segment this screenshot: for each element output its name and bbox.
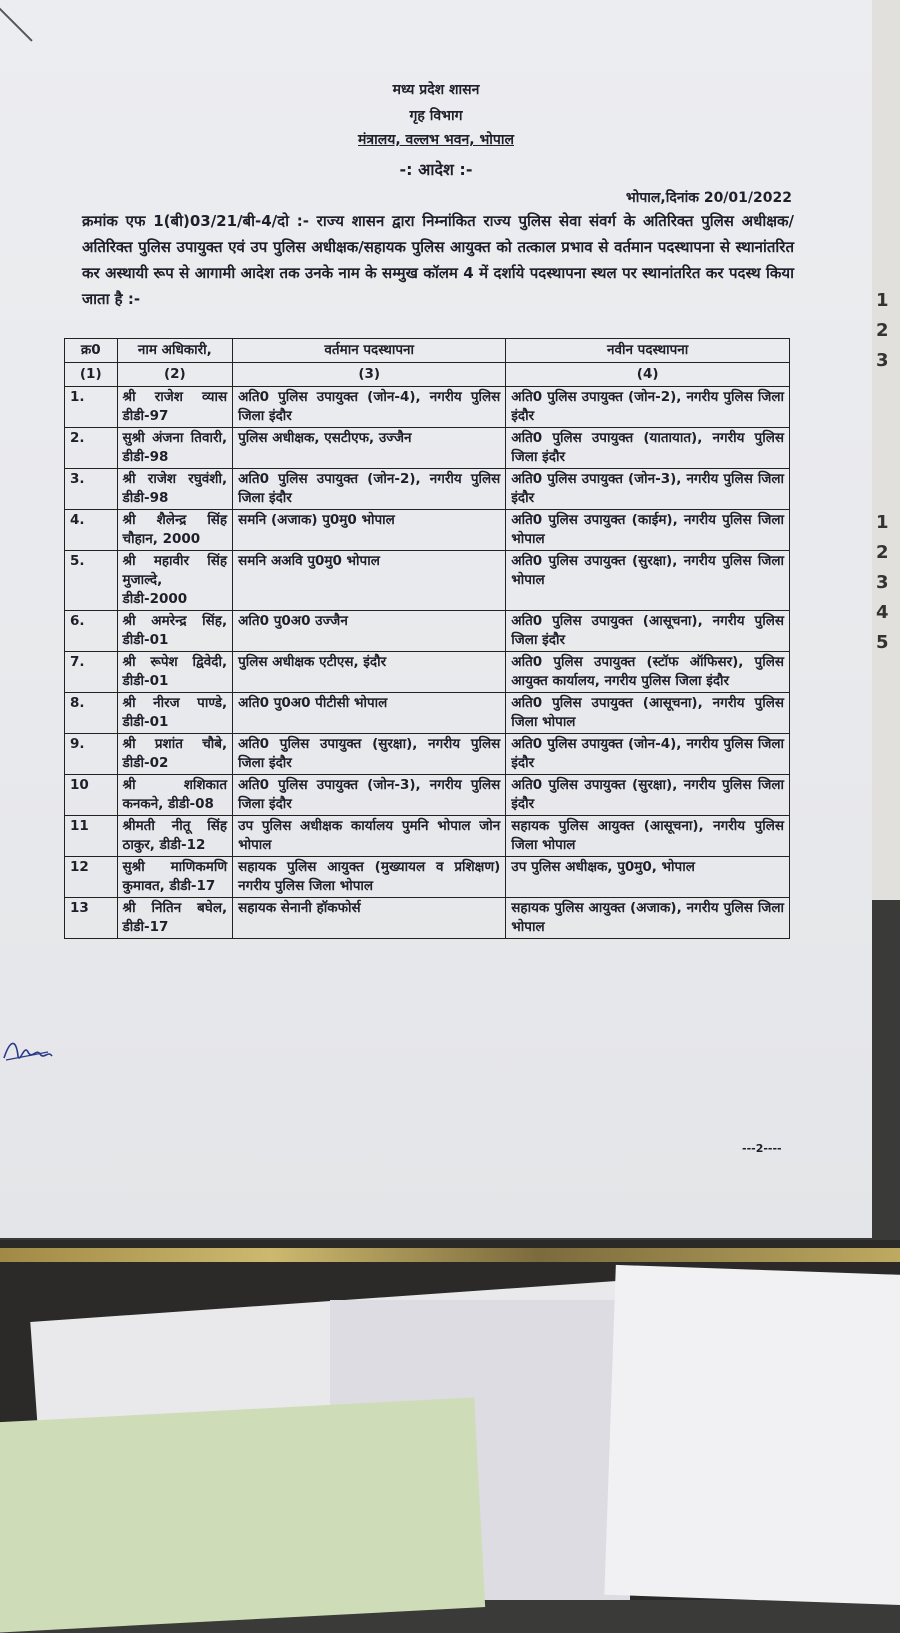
handwritten-signature bbox=[2, 1030, 62, 1074]
order-date: भोपाल,दिनांक 20/01/2022 bbox=[625, 190, 792, 206]
new-posting-cell: अति0 पुलिस उपायुक्त (सुरक्षा), नगरीय पुलिस जिला भोपाल bbox=[506, 551, 790, 611]
department-title: गृह विभाग bbox=[409, 108, 463, 124]
officer-name-cell: श्री प्रशांत चौबे, डीडी-02 bbox=[117, 734, 233, 775]
new-posting-cell: अति0 पुलिस उपायुक्त (काईम), नगरीय पुलिस जिला भोपाल bbox=[506, 510, 790, 551]
current-posting-cell: अति0 पुलिस उपायुक्त (जोन-2), नगरीय पुलिस जिला इंदौर bbox=[233, 469, 506, 510]
serial-cell: 11 bbox=[65, 816, 118, 857]
new-posting-cell: अति0 पुलिस उपायुक्त (यातायात), नगरीय पुलिस जिला इंदौर bbox=[506, 428, 790, 469]
edge-digit: 3 bbox=[876, 350, 889, 371]
table-row bbox=[65, 387, 790, 428]
serial-cell: 10 bbox=[65, 775, 118, 816]
officer-name-cell: श्री शशिकात कनकने, डीडी-08 bbox=[117, 775, 233, 816]
serial-cell: 6. bbox=[65, 611, 118, 652]
officer-name-cell: श्री राजेश व्यास डीडी-97 bbox=[117, 387, 233, 428]
edge-digit: 2 bbox=[876, 320, 889, 341]
table-row bbox=[65, 734, 790, 775]
green-sheet bbox=[0, 1397, 485, 1632]
table-body bbox=[65, 387, 790, 939]
new-posting-cell: उप पुलिस अधीक्षक, पु0मु0, भोपाल bbox=[506, 857, 790, 898]
officer-name-cell: श्री राजेश रघुवंशी, डीडी-98 bbox=[117, 469, 233, 510]
current-posting-cell: अति0 पुलिस उपायुक्त (सुरक्षा), नगरीय पुलिस जिला इंदौर bbox=[233, 734, 506, 775]
serial-cell: 12 bbox=[65, 857, 118, 898]
col-number: (3) bbox=[233, 363, 506, 387]
col-number: (1) bbox=[65, 363, 118, 387]
serial-cell: 8. bbox=[65, 693, 118, 734]
edge-digit: 3 bbox=[876, 572, 889, 593]
col-number: (2) bbox=[117, 363, 233, 387]
edge-digit: 4 bbox=[876, 602, 889, 623]
table-header-row bbox=[65, 339, 790, 363]
new-posting-cell: अति0 पुलिस उपायुक्त (आसूचना), नगरीय पुलिस जिला भोपाल bbox=[506, 693, 790, 734]
officer-name-cell: श्री महावीर सिंह मुजाल्दे, डीडी-2000 bbox=[117, 551, 233, 611]
serial-cell: 9. bbox=[65, 734, 118, 775]
officer-name-cell: श्री नीरज पाण्डे, डीडी-01 bbox=[117, 693, 233, 734]
col-number: (4) bbox=[506, 363, 790, 387]
table-row bbox=[65, 551, 790, 611]
officer-name-cell: श्री रूपेश द्विवेदी, डीडी-01 bbox=[117, 652, 233, 693]
new-posting-cell: अति0 पुलिस उपायुक्त (जोन-2), नगरीय पुलिस जिला इंदौर bbox=[506, 387, 790, 428]
new-posting-cell: सहायक पुलिस आयुक्त (आसूचना), नगरीय पुलिस जिला भोपाल bbox=[506, 816, 790, 857]
new-posting-cell: अति0 पुलिस उपायुक्त (स्टॉफ ऑफिसर), पुलिस आयुक्त कार्यालय, नगरीय पुलिस जिला इंदौर bbox=[506, 652, 790, 693]
current-posting-cell: सहायक सेनानी हॉकफोर्स bbox=[233, 898, 506, 939]
table-row bbox=[65, 469, 790, 510]
current-posting-cell: अति0 पुलिस उपायुक्त (जोन-3), नगरीय पुलिस जिला इंदौर bbox=[233, 775, 506, 816]
officer-name-cell: श्रीमती नीतू सिंह ठाकुर, डीडी-12 bbox=[117, 816, 233, 857]
current-posting-cell: सहायक पुलिस आयुक्त (मुख्यायल व प्रशिक्षण) नगरीय पुलिस जिला भोपाल bbox=[233, 857, 506, 898]
new-posting-cell: अति0 पुलिस उपायुक्त (सुरक्षा), नगरीय पुलिस जिला इंदौर bbox=[506, 775, 790, 816]
current-posting-cell: अति0 पु0अ0 उज्जैन bbox=[233, 611, 506, 652]
current-posting-cell: अति0 पु0अ0 पीटीसी भोपाल bbox=[233, 693, 506, 734]
edge-digit: 1 bbox=[876, 512, 889, 533]
order-intro-paragraph: क्रमांक एफ 1(बी)03/21/बी-4/दो :- राज्य शासन द्वारा निम्नांकित राज्य पुलिस सेवा संवर्ग के अतिरिक्त पुलिस अधीक्षक/अतिरिक्त पुलिस उपायुक्त एवं उप पुलिस अधीक्षक/सहायक पुलिस आयुक्त को तत्काल प्रभाव से वर्तमान पदस्थापना से स्थानांतरित कर अस्थायी रूप से आगामी आदेश तक उनके नाम के सम्मुख कॉलम 4 में दर्शाये पदस्थापना स्थल पर स्थानांतरित कर पदस्थ किया जाता है :- bbox=[82, 212, 794, 308]
officer-name-cell: श्री शैलेन्द्र सिंह चौहान, 2000 bbox=[117, 510, 233, 551]
serial-cell: 13 bbox=[65, 898, 118, 939]
col-header-name: नाम अधिकारी, bbox=[117, 339, 233, 363]
new-posting-cell: अति0 पुलिस उपायुक्त (आसूचना), नगरीय पुलिस जिला इंदौर bbox=[506, 611, 790, 652]
table-row bbox=[65, 693, 790, 734]
table-row bbox=[65, 611, 790, 652]
current-posting-cell: पुलिस अधीक्षक, एसटीएफ, उज्जैन bbox=[233, 428, 506, 469]
table-row bbox=[65, 857, 790, 898]
edge-digit: 2 bbox=[876, 542, 889, 563]
serial-cell: 5. bbox=[65, 551, 118, 611]
col-header-new-posting: नवीन पदस्थापना bbox=[506, 339, 790, 363]
current-posting-cell: अति0 पुलिस उपायुक्त (जोन-4), नगरीय पुलिस जिला इंदौर bbox=[233, 387, 506, 428]
officer-name-cell: सुश्री अंजना तिवारी, डीडी-98 bbox=[117, 428, 233, 469]
serial-cell: 7. bbox=[65, 652, 118, 693]
table-row bbox=[65, 816, 790, 857]
table-row bbox=[65, 428, 790, 469]
table-row bbox=[65, 510, 790, 551]
background-paper bbox=[604, 1265, 900, 1605]
new-posting-cell: अति0 पुलिस उपायुक्त (जोन-4), नगरीय पुलिस जिला इंदौर bbox=[506, 734, 790, 775]
serial-cell: 4. bbox=[65, 510, 118, 551]
current-posting-cell: पुलिस अधीक्षक एटीएस, इंदौर bbox=[233, 652, 506, 693]
col-header-serial: क्र0 bbox=[65, 339, 118, 363]
officer-name-cell: श्री अमरेन्द्र सिंह, डीडी-01 bbox=[117, 611, 233, 652]
govt-title: मध्य प्रदेश शासन bbox=[392, 82, 480, 98]
new-posting-cell: अति0 पुलिस उपायुक्त (जोन-3), नगरीय पुलिस जिला इंदौर bbox=[506, 469, 790, 510]
edge-digit: 5 bbox=[876, 632, 889, 653]
serial-cell: 3. bbox=[65, 469, 118, 510]
current-posting-cell: उप पुलिस अधीक्षक कार्यालय पुमनि भोपाल जोन भोपाल bbox=[233, 816, 506, 857]
page-number: ---2---- bbox=[742, 1142, 782, 1155]
new-posting-cell: सहायक पुलिस आयुक्त (अजाक), नगरीय पुलिस जिला भोपाल bbox=[506, 898, 790, 939]
table-row bbox=[65, 898, 790, 939]
order-heading: -: आदेश :- bbox=[399, 160, 473, 179]
serial-cell: 2. bbox=[65, 428, 118, 469]
address-line: मंत्रालय, वल्लभ भवन, भोपाल bbox=[358, 132, 514, 148]
table-row bbox=[65, 652, 790, 693]
desk-edge-strip bbox=[0, 1248, 900, 1262]
officer-name-cell: श्री नितिन बघेल, डीडी-17 bbox=[117, 898, 233, 939]
adjacent-document-edge bbox=[872, 0, 900, 900]
table-column-number-row bbox=[65, 363, 790, 387]
col-header-current-posting: वर्तमान पदस्थापना bbox=[233, 339, 506, 363]
current-posting-cell: समनि (अजाक) पु0मु0 भोपाल bbox=[233, 510, 506, 551]
table-row bbox=[65, 775, 790, 816]
officer-name-cell: सुश्री माणिकमणि कुमावत, डीडी-17 bbox=[117, 857, 233, 898]
serial-cell: 1. bbox=[65, 387, 118, 428]
current-posting-cell: समनि अअवि पु0मु0 भोपाल bbox=[233, 551, 506, 611]
edge-digit: 1 bbox=[876, 290, 889, 311]
transfer-table bbox=[64, 338, 790, 939]
